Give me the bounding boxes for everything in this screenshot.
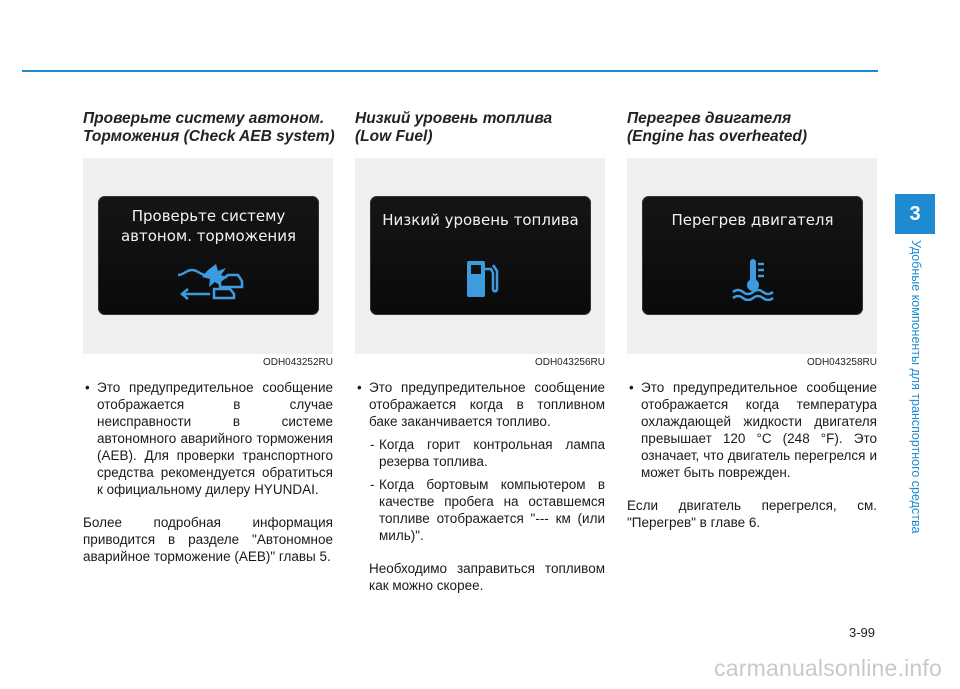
bullet-item: • Это предупредительное сообщение отображается в случае неисправности в системе автономного аварийного торможения (AEB). Для проверки транспортного средства рекомендуется обратиться к официальному дилеру HYUNDAI. bbox=[83, 379, 333, 498]
figure-engine-overheated bbox=[627, 158, 877, 354]
bullet-item: • Это предупредительное сообщение отображается когда в топливном баке заканчивается топливо. bbox=[355, 379, 605, 430]
section-body bbox=[627, 379, 877, 531]
chapter-title: Удобные компоненты для транспортного средства bbox=[909, 240, 923, 534]
paragraph: Более подробная информация приводится в разделе "Автономное аварийное торможение (AEB)" главы 5. bbox=[83, 515, 333, 564]
figure-code: ODH043252RU bbox=[262, 357, 333, 368]
section-heading: Перегрев двигателя (Engine has overheated) bbox=[627, 110, 808, 145]
display-message: Проверьте систему автоном. торможения bbox=[120, 207, 297, 245]
section-engine-overheated bbox=[627, 110, 877, 531]
dash-item: - Когда бортовым компьютером в качестве пробега на оставшемся топливе отображается "--- км (или миль)". bbox=[355, 476, 605, 544]
figure-check-aeb bbox=[83, 158, 333, 354]
bullet-item: • Это предупредительное сообщение отображается когда температура охлаждающей жидкости двигателя превышает 120 °C (248 °F). Это означает, что двигатель перегрелся и может быть поврежден. bbox=[627, 379, 877, 481]
figure-code: ODH043258RU bbox=[806, 357, 877, 368]
section-low-fuel bbox=[355, 110, 605, 594]
section-heading: Проверьте систему автоном. Торможения (Check AEB system) bbox=[83, 110, 335, 145]
paragraph: Если двигатель перегрелся, см. "Перегрев" в главе 6. bbox=[627, 498, 877, 530]
cluster-display bbox=[370, 196, 591, 315]
display-message: Низкий уровень топлива bbox=[382, 211, 579, 229]
section-check-aeb bbox=[83, 110, 333, 565]
fuel-pump-icon bbox=[370, 257, 591, 301]
chapter-number-tab: 3 bbox=[895, 194, 935, 234]
header-rule bbox=[22, 70, 878, 72]
paragraph: Необходимо заправиться топливом как можно скорее. bbox=[369, 561, 605, 593]
aeb-warning-icon bbox=[98, 261, 319, 301]
figure-code: ODH043256RU bbox=[534, 357, 605, 368]
section-heading: Низкий уровень топлива (Low Fuel) bbox=[355, 110, 553, 145]
page-number: 3-99 bbox=[848, 625, 875, 640]
section-body bbox=[355, 379, 605, 594]
section-body bbox=[83, 379, 333, 565]
coolant-temperature-icon bbox=[642, 257, 863, 301]
cluster-display bbox=[98, 196, 319, 315]
display-message: Перегрев двигателя bbox=[671, 211, 834, 229]
cluster-display bbox=[642, 196, 863, 315]
watermark: carmanualsonline.info bbox=[714, 655, 942, 681]
dash-item: - Когда горит контрольная лампа резерва топлива. bbox=[355, 436, 605, 470]
figure-low-fuel bbox=[355, 158, 605, 354]
